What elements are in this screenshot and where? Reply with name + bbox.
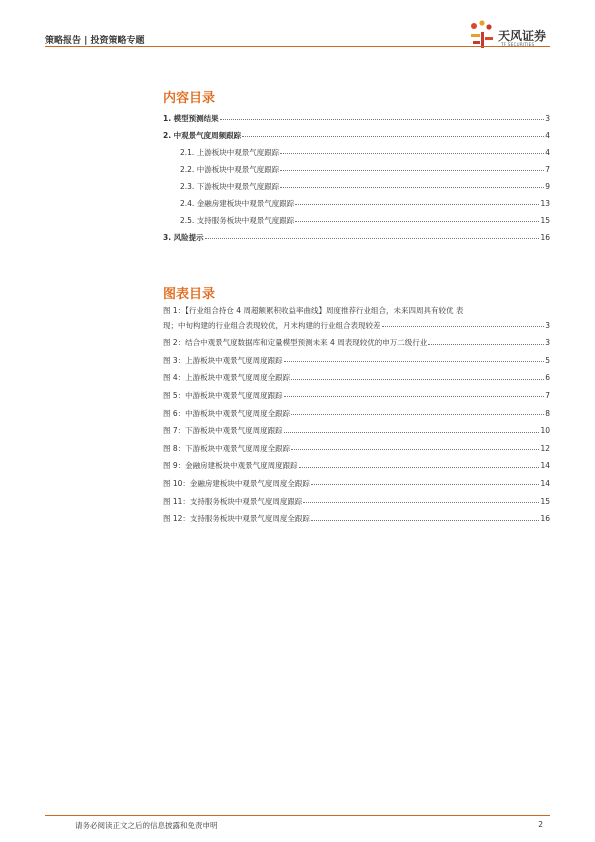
dot-leader xyxy=(299,467,540,468)
toc-entry-page: 4 xyxy=(545,130,550,140)
dot-leader xyxy=(280,187,544,188)
footer-rule xyxy=(45,815,550,816)
dot-leader xyxy=(295,204,539,205)
figure-entry[interactable] xyxy=(163,493,550,505)
header-rule xyxy=(45,46,550,47)
toc-entry-label: 1. 模型预测结果 xyxy=(163,113,219,123)
dot-leader xyxy=(220,119,545,120)
figure-entry[interactable] xyxy=(163,475,550,487)
figure-entry-page: 12 xyxy=(540,443,550,453)
dot-leader xyxy=(382,326,545,327)
logo-chinese-text: 天风证券 xyxy=(498,29,547,43)
dot-leader xyxy=(303,502,539,503)
figure-entry[interactable] xyxy=(163,317,550,329)
figure-entry-page: 7 xyxy=(545,390,550,400)
figure-entry-label: 图 10：金融房建板块中观景气度周度全跟踪 xyxy=(163,478,310,488)
figure-entry-page: 8 xyxy=(545,408,550,418)
figure-entry-page: 6 xyxy=(545,373,550,383)
toc-entry-page: 15 xyxy=(540,215,550,225)
toc-entry-label: 2.4. 金融房建板块中观景气度跟踪 xyxy=(180,198,295,208)
figure-entry-1-first-line[interactable]: 图 1：【行业组合持仓 4 周超额累积收益率曲线】周度推荐行业组合，未来四周具有较优 表 xyxy=(163,306,464,315)
toc-entry[interactable] xyxy=(180,178,550,190)
logo-english-text: TF SECURITIES xyxy=(501,42,535,47)
toc-entry[interactable] xyxy=(180,195,550,207)
footer-disclaimer: 请务必阅读正文之后的信息披露和免责申明 xyxy=(75,821,218,830)
toc-entry-label: 2. 中观景气度周频跟踪 xyxy=(163,130,242,140)
toc-entry-page: 3 xyxy=(545,113,550,123)
dot-leader xyxy=(311,484,540,485)
toc-entry-label: 3. 风险提示 xyxy=(163,232,204,242)
toc-entry-label: 2.2. 中游板块中观景气度跟踪 xyxy=(180,164,280,174)
figure-entry-page: 14 xyxy=(540,461,550,471)
figure-entry[interactable] xyxy=(163,511,550,523)
figure-entry[interactable] xyxy=(163,440,550,452)
figure-entry[interactable] xyxy=(163,335,550,347)
figure-entry-page: 5 xyxy=(545,355,550,365)
figure-entry-label: 图 12：支持服务板块中观景气度周度全跟踪 xyxy=(163,514,310,524)
figure-entry-label: 图 9：金融房建板块中观景气度周度跟踪 xyxy=(163,461,298,471)
figure-entry-label: 图 8：下游板块中观景气度周度全跟踪 xyxy=(163,443,291,453)
toc-entry-page: 7 xyxy=(545,164,550,174)
figure-entry-page: 14 xyxy=(540,478,550,488)
toc-title: 内容目录 xyxy=(163,91,216,106)
report-type-label: 策略报告 | 投资策略专题 xyxy=(45,36,145,46)
dot-leader xyxy=(295,221,539,222)
figure-entry-label: 图 4：上游板块中观景气度周度全跟踪 xyxy=(163,373,291,383)
toc-entry-label: 2.3. 下游板块中观景气度跟踪 xyxy=(180,181,280,191)
figure-entry[interactable] xyxy=(163,387,550,399)
figure-entry-label: 图 7：下游板块中观景气度周度跟踪 xyxy=(163,426,283,436)
figure-entry-label: 图 2：结合中观景气度数据库和定量模型预测未来 4 周表现较优的申万二级行业 xyxy=(163,338,428,348)
figure-entry-page: 16 xyxy=(540,514,550,524)
figure-entry[interactable] xyxy=(163,458,550,470)
dot-leader xyxy=(291,379,544,380)
toc-entry-page: 4 xyxy=(545,147,550,157)
figure-entry-page: 3 xyxy=(545,320,550,330)
figure-entry-label: 现；中旬构建的行业组合表现较优，月末构建的行业组合表现较差 xyxy=(163,320,381,330)
figure-entry[interactable] xyxy=(163,405,550,417)
figure-entry[interactable] xyxy=(163,423,550,435)
figure-entry-label: 图 3：上游板块中观景气度周度跟踪 xyxy=(163,355,283,365)
toc-entry-label: 2.5. 支持服务板块中观景气度跟踪 xyxy=(180,215,295,225)
dot-leader xyxy=(291,449,539,450)
toc-entry-page: 16 xyxy=(540,232,550,242)
dot-leader xyxy=(428,344,544,345)
page-number: 2 xyxy=(538,820,543,829)
figure-entry-label: 图 5：中游板块中观景气度周度跟踪 xyxy=(163,390,283,400)
dot-leader xyxy=(205,238,540,239)
figure-entry-page: 15 xyxy=(540,496,550,506)
toc-entry-page: 9 xyxy=(545,181,550,191)
toc-entry[interactable] xyxy=(163,110,550,122)
dot-leader xyxy=(284,396,545,397)
toc-entry[interactable] xyxy=(180,212,550,224)
toc-entry-page: 13 xyxy=(540,198,550,208)
toc-entry-label: 2.1. 上游板块中观景气度跟踪 xyxy=(180,147,280,157)
dot-leader xyxy=(284,361,545,362)
dot-leader xyxy=(284,432,540,433)
figure-entry-page: 3 xyxy=(545,338,550,348)
toc-entry[interactable] xyxy=(180,161,550,173)
dot-leader xyxy=(242,136,544,137)
dot-leader xyxy=(291,414,544,415)
figure-entry[interactable] xyxy=(163,370,550,382)
toc-entry[interactable] xyxy=(180,144,550,156)
dot-leader xyxy=(280,170,544,171)
dot-leader xyxy=(280,153,544,154)
figure-entry-label: 图 11：支持服务板块中观景气度周度跟踪 xyxy=(163,496,303,506)
toc-entry[interactable] xyxy=(163,229,550,241)
dot-leader xyxy=(311,520,540,521)
toc-entry[interactable] xyxy=(163,127,550,139)
figure-entry-page: 10 xyxy=(540,426,550,436)
figure-entry[interactable] xyxy=(163,352,550,364)
figures-title: 图表目录 xyxy=(163,287,216,302)
figure-entry-label: 图 6：中游板块中观景气度周度全跟踪 xyxy=(163,408,291,418)
